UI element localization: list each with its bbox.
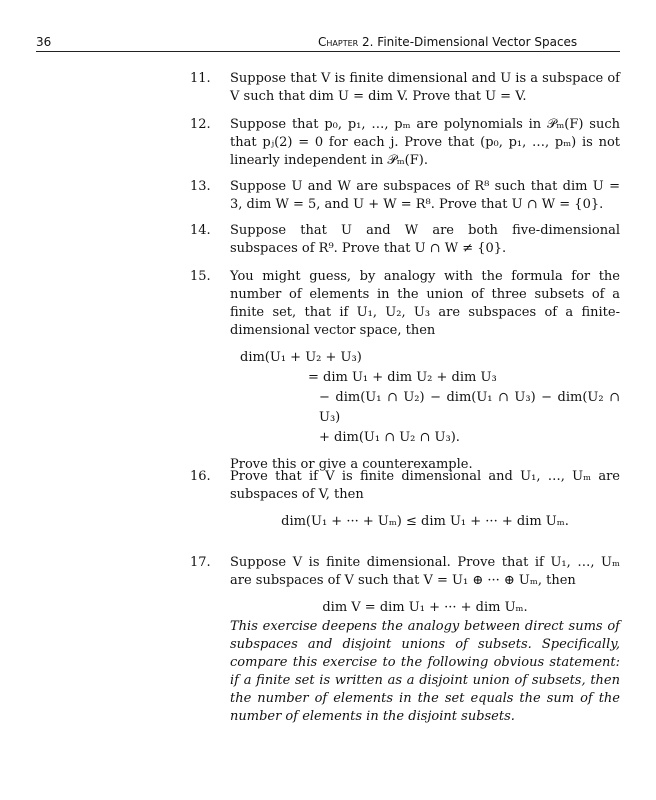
exercise-13 (190, 178, 620, 214)
chapter-heading (318, 35, 577, 49)
exercise-16 (190, 468, 620, 532)
exercise-14 (190, 222, 620, 258)
exercise-text: Suppose that U and W are both five-dimensional subspaces of R⁹. Prove that U ∩ W ≠ {0}. (230, 223, 620, 256)
chapter-title: Finite-Dimensional Vector Spaces (377, 35, 578, 49)
exercise-text: Prove that if V is finite dimensional and U₁, …, Uₘ are subspaces of V, then (230, 469, 620, 502)
exercise-15 (190, 268, 620, 474)
exercise-text: You might guess, by analogy with the formula for the number of elements in the union of three subsets of a finite set, that if U₁, U₂, U₃ are subspaces of a finite-dimensional vector space, then (230, 269, 620, 338)
display-line: − dim(U₁ ∩ U₂) − dim(U₁ ∩ U₃) − dim(U₂ ∩ U₃) (319, 390, 620, 425)
display-line: + dim(U₁ ∩ U₂ ∩ U₃). (319, 430, 460, 445)
running-header (36, 35, 620, 52)
display-line: dim(U₁ + U₂ + U₃) (240, 350, 362, 365)
exercise-text: Suppose V is finite dimensional. Prove that if U₁, …, Uₘ are subspaces of V such that V = U₁ ⊕ ··· ⊕ Uₘ, then (230, 555, 620, 588)
exercise-number: 14. (190, 223, 211, 238)
exercise-number: 13. (190, 179, 211, 194)
inclusion-exclusion-display (230, 348, 620, 448)
exercise-12 (190, 116, 620, 170)
exercise-11 (190, 70, 620, 106)
exercise-text: Suppose U and W are subspaces of R⁸ such that dim U = 3, dim W = 5, and U + W = R⁸. Prove that U ∩ W = {0}. (230, 179, 620, 212)
exercise-followup: Prove this or give a counterexample. (230, 457, 473, 472)
exercise-number: 17. (190, 555, 211, 570)
chapter-label: Chapter 2. (318, 35, 374, 49)
display-equation: dim(U₁ + ··· + Uₘ) ≤ dim U₁ + ··· + dim Uₘ. (281, 514, 569, 529)
display-line: = dim U₁ + dim U₂ + dim U₃ (308, 370, 497, 385)
exercise-note: This exercise deepens the analogy between direct sums of subspaces and disjoint unions of subsets. Specifically, compare this exercise to the following obvious statement: if a finite set is written as a disjoint union of subsets, then the number of elements in the set equals the sum of the number of elements in the disjoint subsets. (230, 619, 620, 724)
exercise-number: 12. (190, 117, 211, 132)
exercise-text: Suppose that p₀, p₁, …, pₘ are polynomials in 𝒫ₘ(F) such that pⱼ(2) = 0 for each j. Prove that (p₀, p₁, …, pₘ) is not linearly independent in 𝒫ₘ(F). (230, 117, 620, 168)
exercise-number: 16. (190, 469, 211, 484)
exercise-17 (190, 554, 620, 726)
exercise-text: Suppose that V is finite dimensional and U is a subspace of V such that dim U = dim V. Prove that U = V. (230, 71, 620, 104)
exercise-number: 11. (190, 71, 211, 86)
display-equation: dim V = dim U₁ + ··· + dim Uₘ. (322, 600, 528, 615)
page-number: 36 (36, 35, 52, 49)
exercise-number: 15. (190, 269, 211, 284)
